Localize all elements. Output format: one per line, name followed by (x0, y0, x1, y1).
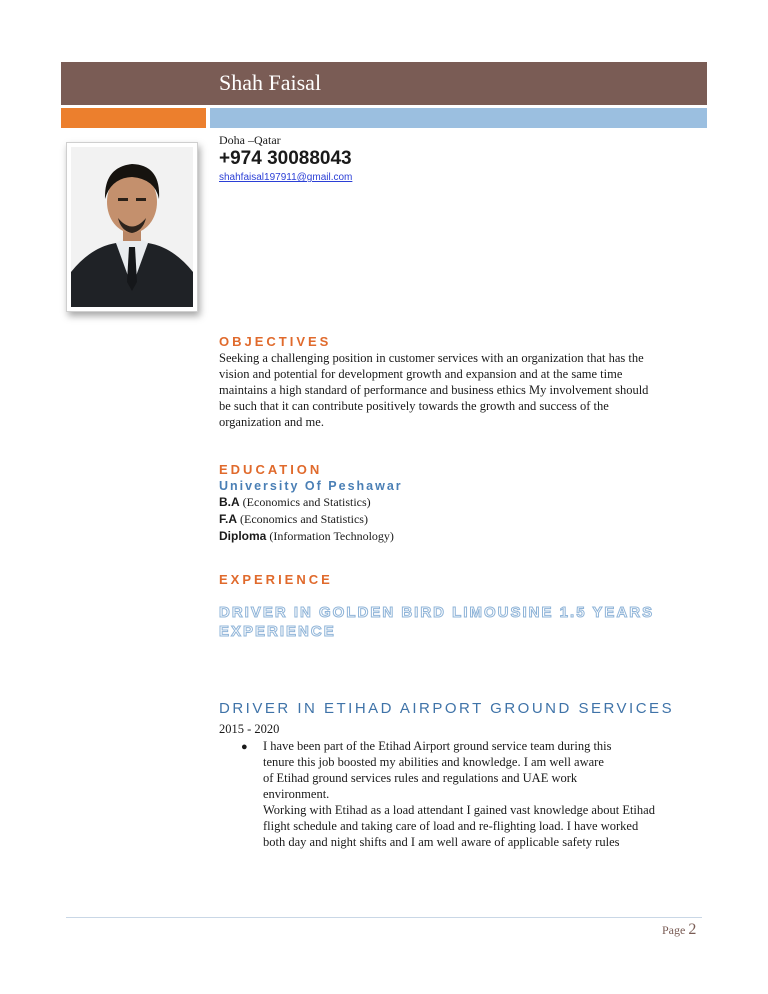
degree-field: (Economics and Statistics) (240, 512, 368, 526)
degree-item (219, 529, 394, 544)
experience-heading: EXPERIENCE (219, 572, 333, 587)
description-line: flight schedule and taking care of load and re-flighting load. I have worked (263, 819, 639, 833)
page-number-value: 2 (688, 921, 697, 938)
accent-band-orange (61, 108, 206, 128)
contact-location: Doha –Qatar (219, 133, 281, 147)
degree-item (219, 495, 371, 510)
degree-level: Diploma (219, 529, 267, 543)
degree-level: F.A (219, 512, 237, 526)
portrait-image (71, 147, 193, 307)
description-line: both day and night shifts and I am well aware of applicable safety rules (263, 835, 620, 849)
experience-entry-title: DRIVER IN GOLDEN BIRD LIMOUSINE 1.5 YEARS (219, 604, 655, 621)
experience-years: 2015 - 2020 (219, 722, 280, 736)
description-line: I have been part of the Etihad Airport ground service team during this (263, 739, 612, 753)
objectives-line: organization and me. (219, 415, 324, 429)
objectives-line: Seeking a challenging position in customer services with an organization that has the (219, 351, 644, 365)
contact-email-link[interactable]: shahfaisal197911@gmail.com (219, 172, 353, 183)
description-line: Working with Etihad as a load attendant I gained vast knowledge about Etihad (263, 803, 655, 817)
objectives-line: maintains a high standard of performance and business ethics My involvement should (219, 383, 649, 397)
experience-entry-title-cont: EXPERIENCE (219, 623, 336, 640)
description-line: tenure this job boosted my abilities and knowledge. I am well aware (263, 755, 604, 769)
contact-phone: +974 30088043 (219, 148, 352, 169)
degree-item (219, 512, 368, 527)
bullet-icon: ● (241, 741, 248, 753)
university-name: University Of Peshawar (219, 479, 403, 493)
name-header-bar (61, 62, 707, 105)
objectives-text (219, 350, 648, 430)
objectives-heading: OBJECTIVES (219, 334, 332, 349)
footer-divider (66, 917, 702, 918)
experience-description (263, 738, 723, 850)
degree-field: (Economics and Statistics) (242, 495, 371, 509)
page-number (662, 921, 696, 939)
experience-entry-limousine (219, 603, 659, 641)
objectives-line: vision and potential for development growth and expansion and at the same time (219, 367, 623, 381)
education-heading: EDUCATION (219, 462, 323, 477)
experience-entry-etihad-title: DRIVER IN ETIHAD AIRPORT GROUND SERVICES (219, 700, 675, 717)
degree-field: (Information Technology) (269, 529, 394, 543)
degree-level: B.A (219, 495, 240, 509)
accent-band-blue (210, 108, 707, 128)
objectives-line: be such that it can contribute positively towards the growth and success of the (219, 399, 609, 413)
description-line: environment. (263, 787, 330, 801)
profile-photo (66, 142, 198, 312)
candidate-name: Shah Faisal (219, 70, 322, 95)
page-label: Page (662, 923, 686, 937)
description-line: of Etihad ground services rules and regulations and UAE work (263, 771, 578, 785)
